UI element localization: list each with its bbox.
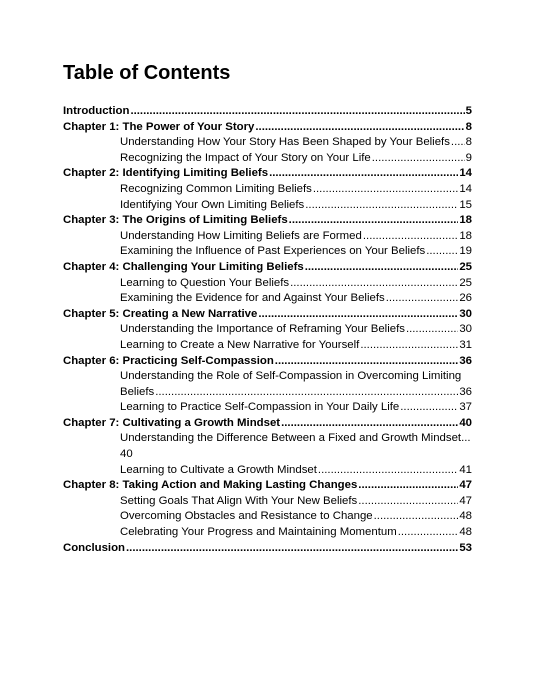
dot-leader — [289, 213, 459, 229]
toc-entry-label: Understanding How Limiting Beliefs are Formed — [120, 229, 362, 242]
dot-leader — [255, 120, 464, 136]
table-of-contents — [63, 104, 472, 556]
toc-page-number: 36 — [459, 354, 472, 367]
toc-page-number: 53 — [459, 541, 472, 554]
toc-entry-chapter-5[interactable] — [63, 307, 472, 323]
toc-page-number: 31 — [459, 338, 472, 351]
toc-entry-chapter-3[interactable] — [63, 213, 472, 229]
toc-entry-section[interactable] — [63, 229, 472, 245]
dot-leader — [426, 244, 458, 260]
toc-page-number: 48 — [459, 526, 472, 539]
dot-leader — [155, 385, 458, 401]
toc-entry-chapter-8[interactable] — [63, 478, 472, 494]
toc-entry-label: Recognizing Common Limiting Beliefs — [120, 182, 312, 195]
toc-page-number: 18 — [459, 229, 472, 242]
toc-page-number: 30 — [459, 323, 472, 336]
toc-entry-section[interactable] — [63, 151, 472, 167]
toc-entry-label: Understanding How Your Story Has Been Shaped by Your Beliefs — [120, 136, 450, 149]
toc-entry-section[interactable] — [63, 135, 472, 151]
toc-entry-label: Setting Goals That Align With Your New Beliefs — [120, 494, 358, 507]
toc-page-number: 15 — [459, 198, 472, 211]
dot-leader — [386, 291, 459, 307]
toc-entry-chapter-1[interactable] — [63, 120, 472, 136]
toc-entry-chapter-2[interactable] — [63, 166, 472, 182]
toc-entry-label: Examining the Evidence for and Against Your Beliefs — [120, 292, 385, 305]
toc-entry-section[interactable] — [63, 198, 472, 214]
toc-page-number: 41 — [459, 463, 472, 476]
toc-entry-label: Understanding the Importance of Reframing Your Beliefs — [120, 323, 405, 336]
toc-entry-label: Chapter 8: Taking Action and Making Lasting Changes — [63, 479, 358, 492]
dot-leader — [313, 182, 459, 198]
toc-entry-section[interactable] — [63, 291, 472, 307]
toc-entry-label: Chapter 4: Challenging Your Limiting Beliefs — [63, 260, 304, 273]
toc-entry-label: Chapter 2: Identifying Limiting Beliefs — [63, 167, 269, 180]
toc-entry-section[interactable] — [63, 509, 472, 525]
toc-entry-label: Learning to Create a New Narrative for Yourself — [120, 338, 360, 351]
toc-entry-conclusion[interactable] — [63, 541, 472, 557]
toc-entry-label: Identifying Your Own Limiting Beliefs — [120, 198, 305, 211]
dot-leader — [275, 354, 459, 370]
dot-leader — [358, 494, 458, 510]
toc-entry-label: Chapter 1: The Power of Your Story — [63, 120, 255, 133]
toc-entry-label: Chapter 7: Cultivating a Growth Mindset — [63, 416, 281, 429]
toc-entry-section[interactable] — [63, 431, 472, 462]
toc-entry-section[interactable] — [63, 369, 472, 400]
toc-page-number: 26 — [459, 292, 472, 305]
toc-page-number: 30 — [459, 307, 472, 320]
toc-entry-label-continuation — [120, 385, 472, 401]
toc-page-number: 14 — [459, 167, 472, 180]
toc-page-number: 25 — [459, 260, 472, 273]
toc-page-number: 8 — [465, 120, 472, 133]
toc-entry-label: Celebrating Your Progress and Maintaining Momentum — [120, 526, 397, 539]
toc-entry-introduction[interactable] — [63, 104, 472, 120]
toc-page-number: 25 — [459, 276, 472, 289]
dot-leader — [126, 541, 458, 557]
dot-leader — [305, 260, 459, 276]
toc-entry-section[interactable] — [63, 338, 472, 354]
dot-leader — [451, 135, 465, 151]
toc-page-number: 19 — [459, 245, 472, 258]
toc-page-number: 14 — [459, 182, 472, 195]
dot-leader — [305, 198, 458, 214]
toc-entry-label: Learning to Practice Self-Compassion in Your Daily Life — [120, 401, 400, 414]
toc-entry-section[interactable] — [63, 400, 472, 416]
toc-page-number: 5 — [465, 105, 472, 117]
toc-entry-label: Overcoming Obstacles and Resistance to Change — [120, 510, 373, 523]
toc-entry-section[interactable] — [63, 276, 472, 292]
toc-entry-label: Conclusion — [63, 541, 126, 554]
dot-leader — [372, 151, 465, 167]
toc-page-number: 47 — [459, 494, 472, 507]
toc-entry-chapter-6[interactable] — [63, 354, 472, 370]
toc-entry-label: Learning to Cultivate a Growth Mindset — [120, 463, 317, 476]
dot-leader — [290, 276, 458, 292]
dot-leader — [406, 322, 458, 338]
dot-leader — [363, 229, 458, 245]
toc-entry-section[interactable] — [63, 182, 472, 198]
toc-entry-label-line2: Beliefs — [120, 385, 155, 398]
toc-page-number: 40 — [120, 448, 133, 461]
toc-entry-label: Chapter 3: The Origins of Limiting Beliefs — [63, 214, 288, 227]
toc-entry-label: Learning to Question Your Beliefs — [120, 276, 290, 289]
toc-entry-section[interactable] — [63, 463, 472, 479]
toc-entry-label: Examining the Influence of Past Experiences on Your Beliefs — [120, 245, 426, 258]
dot-leader — [269, 166, 458, 182]
toc-page-number: 8 — [465, 136, 472, 149]
dot-leader — [318, 463, 458, 479]
toc-entry-label: Understanding the Difference Between a Fixed and Growth Mindset... — [120, 432, 471, 445]
dot-leader — [360, 338, 458, 354]
toc-entry-section[interactable] — [63, 244, 472, 260]
toc-page-number: 18 — [459, 214, 472, 227]
dot-leader — [130, 104, 464, 120]
toc-entry-label: Recognizing the Impact of Your Story on Your Life — [120, 151, 371, 164]
toc-entry-section[interactable] — [63, 322, 472, 338]
toc-entry-chapter-4[interactable] — [63, 260, 472, 276]
toc-page-number: 9 — [465, 151, 472, 164]
dot-leader — [374, 509, 459, 525]
toc-entry-section[interactable] — [63, 494, 472, 510]
toc-page-number: 40 — [459, 416, 472, 429]
toc-entry-chapter-7[interactable] — [63, 416, 472, 432]
toc-page-number: 48 — [459, 510, 472, 523]
toc-page-number: 37 — [459, 401, 472, 414]
toc-entry-label: Chapter 5: Creating a New Narrative — [63, 307, 258, 320]
dot-leader — [258, 307, 458, 323]
dot-leader — [398, 525, 459, 541]
toc-page-number: 36 — [459, 385, 472, 398]
toc-entry-label: Understanding the Role of Self-Compassion in Overcoming Limiting — [120, 370, 462, 383]
dot-leader — [358, 478, 458, 494]
dot-leader — [400, 400, 458, 416]
toc-page-number: 47 — [459, 479, 472, 492]
toc-entry-section[interactable] — [63, 525, 472, 541]
toc-entry-label: Introduction — [63, 105, 130, 117]
toc-entry-label: Chapter 6: Practicing Self-Compassion — [63, 354, 274, 367]
dot-leader — [281, 416, 458, 432]
page-title: Table of Contents — [63, 62, 231, 84]
